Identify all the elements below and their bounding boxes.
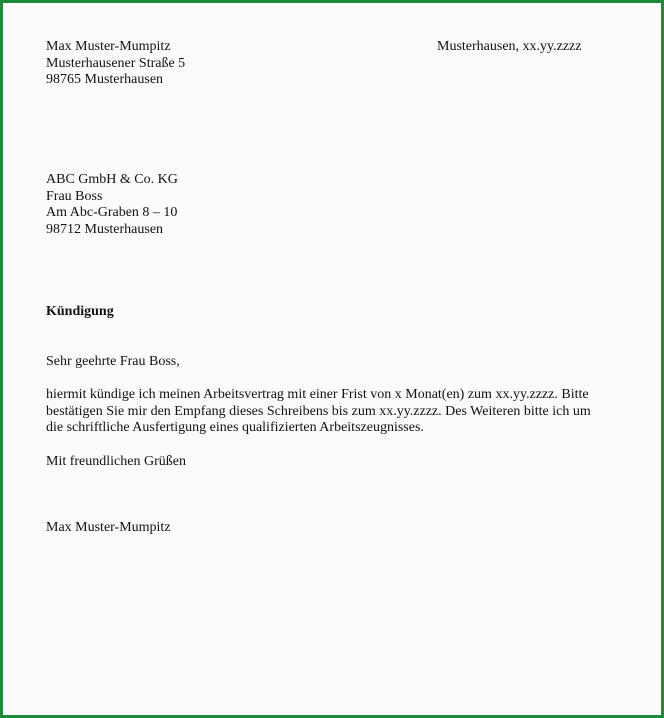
sender-city: 98765 Musterhausen [46, 72, 164, 88]
sender-street: Musterhausener Straße 5 [46, 55, 186, 71]
subject-heading: Kündigung [46, 304, 114, 319]
salutation: Sehr geehrte Frau Boss, [46, 354, 180, 369]
recipient-contact: Frau Boss [46, 188, 103, 204]
sender-address [46, 39, 185, 89]
closing: Mit freundlichen Grüßen [46, 454, 186, 469]
body-line: bestätigen Sie mir den Empfang dieses Schreibens bis zum xx.yy.zzzz. Des Weiteren bitte ich um [46, 403, 591, 419]
recipient-address [46, 172, 178, 239]
date-line: Musterhausen, xx.yy.zzzz [437, 39, 582, 54]
letter-body [46, 387, 616, 437]
signature-name: Max Muster-Mumpitz [46, 520, 171, 535]
body-line: die schriftliche Ausfertigung eines qualifizierten Arbeitszeugnisses. [46, 420, 424, 436]
body-line: hiermit kündige ich meinen Arbeitsvertrag mit einer Frist von x Monat(en) zum xx.yy.zzzz. Bitte [46, 387, 589, 402]
recipient-street: Am Abc-Graben 8 – 10 [46, 205, 178, 221]
recipient-city: 98712 Musterhausen [46, 222, 164, 238]
sender-name: Max Muster-Mumpitz [46, 39, 171, 54]
recipient-company: ABC GmbH & Co. KG [46, 172, 178, 187]
